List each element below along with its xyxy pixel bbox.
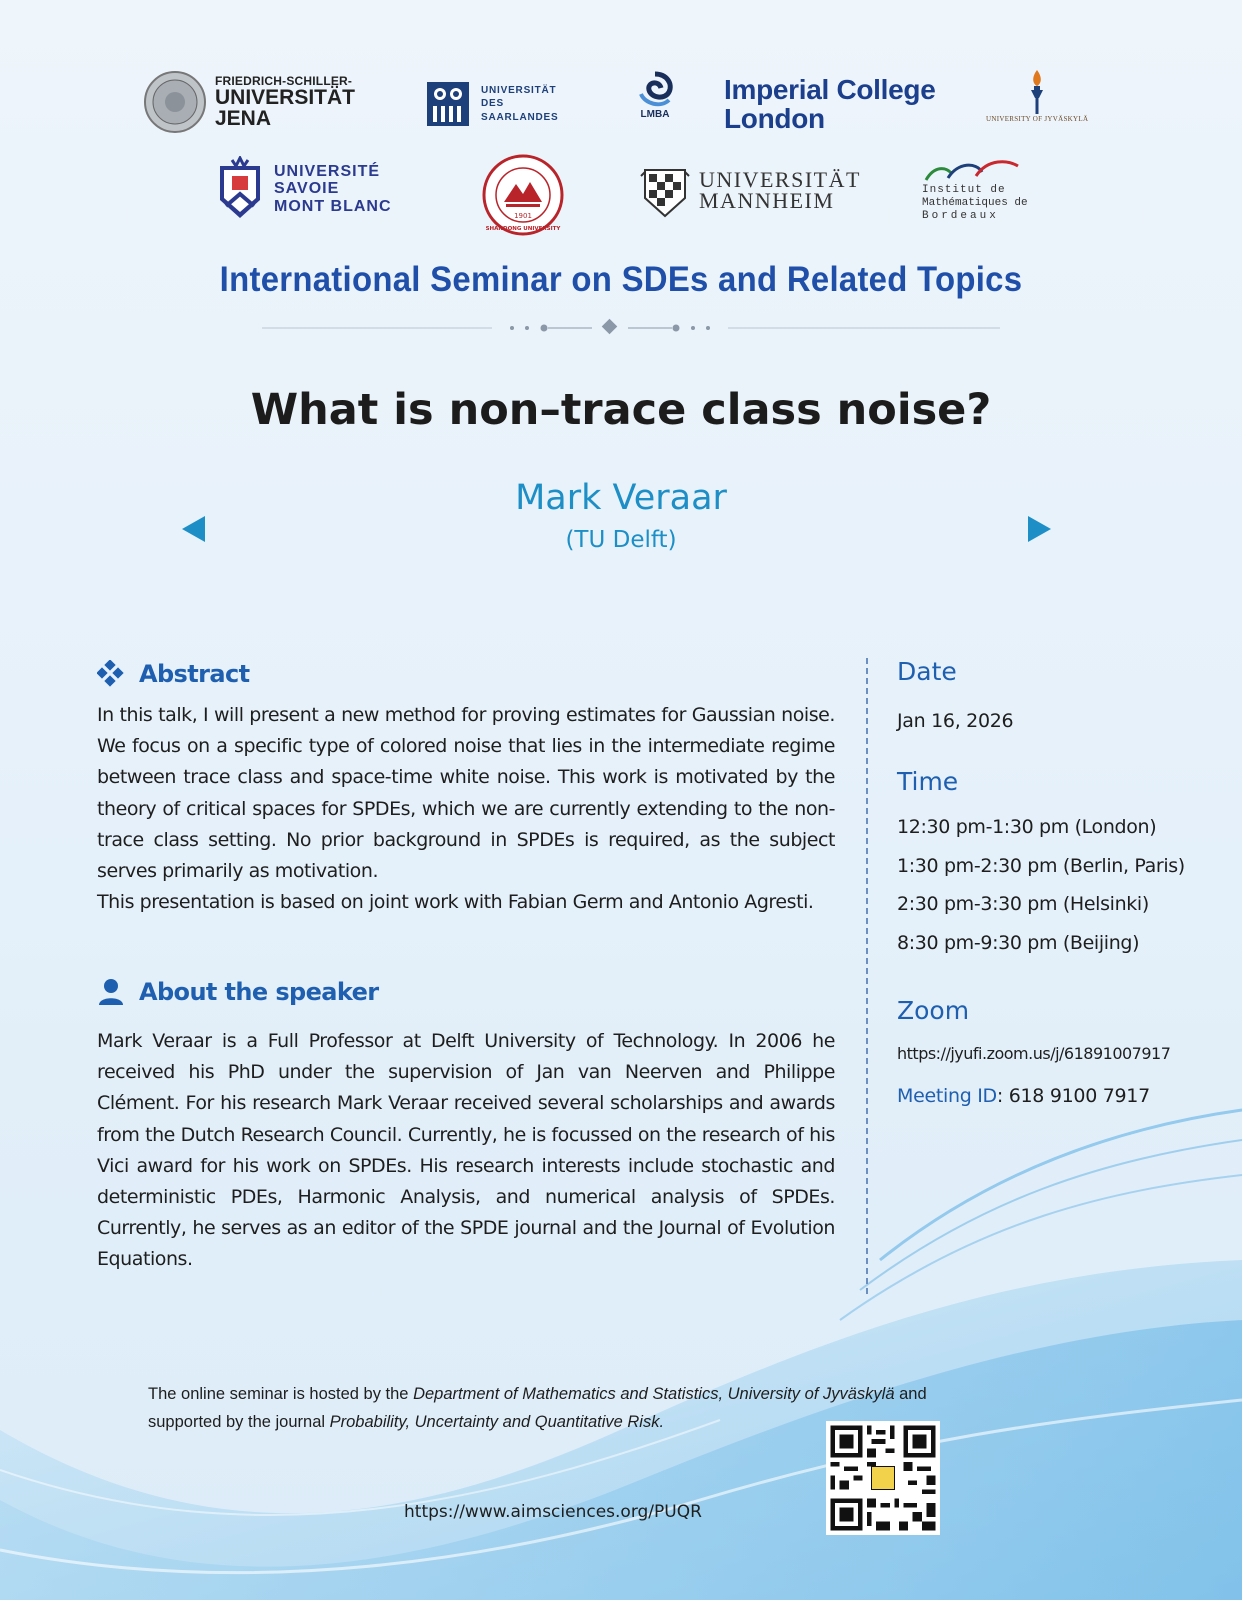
time-item: 8:30 pm-9:30 pm (Beijing) <box>897 931 1140 954</box>
logo-imperial <box>724 76 936 133</box>
imperial-line2: London <box>724 102 825 134</box>
bordeaux-arcs-icon <box>922 160 1022 184</box>
zoom-link[interactable]: https://jyufi.zoom.us/j/61891007917 <box>897 1044 1171 1063</box>
about-paragraph: Mark Veraar is a Full Professor at Delft University of Technology. In 2006 he received his PhD under the supervision of Jan van Neerven and Philippe Clément. For his research Mark Veraar received several scholarships and awards from the Dutch Research Council. Currently, he is focussed on the research of his Vici award for his work on SPDEs. His research interests include stochastic and deterministic PDEs, Harmonic Analysis, and numerical analysis of SPDEs. Currently, he serves as an editor of the SPDE journal and the Journal of Evolution Equations. <box>97 1030 835 1271</box>
abstract-heading <box>97 660 249 688</box>
logo-jyvaskyla <box>986 68 1088 123</box>
person-icon <box>97 978 125 1006</box>
logo-lmba <box>633 70 677 120</box>
column-divider <box>866 658 868 1294</box>
bordeaux-line3: Bordeaux <box>922 210 999 223</box>
about-heading <box>97 978 379 1006</box>
speaker-name: Mark Veraar <box>515 478 727 518</box>
abstract-heading-text: Abstract <box>139 660 250 688</box>
footer-hosted-dept: Department of Mathematics and Statistics, University of Jyväskylä <box>413 1385 895 1403</box>
abstract-paragraph-1: In this talk, I will present a new method for proving estimates for Gaussian noise. We focus on a specific type of colored noise that lies in the intermediate regime between trace class and space-time white noise. This work is motivated by the theory of critical spaces for SPDEs, which we are currently extending to the non-trace class setting. No prior background in SPDEs is required, as the subject serves primarily as motivation. <box>97 704 835 883</box>
jena-seal-icon <box>143 70 207 134</box>
saarland-line2: DES <box>481 98 504 110</box>
savoie-line1: UNIVERSITÉ <box>274 163 381 181</box>
time-item: 1:30 pm-2:30 pm (Berlin, Paris) <box>897 854 1185 877</box>
abstract-body <box>97 700 835 918</box>
time-item: 12:30 pm-1:30 pm (London) <box>897 816 1157 838</box>
logo-jena <box>143 70 355 134</box>
speaker-affiliation: (TU Delft) <box>565 527 677 553</box>
savoie-line2: SAVOIE <box>274 180 340 198</box>
shandong-seal-icon <box>482 154 564 236</box>
seminar-series-title: International Seminar on SDEs and Related Topics <box>219 260 1023 299</box>
logo-saarland <box>425 76 558 132</box>
meeting-id-label: Meeting ID <box>897 1085 997 1107</box>
lmba-abbr: LMBA <box>640 109 670 120</box>
mannheim-line2: MANNHEIM <box>699 188 835 213</box>
time-list <box>897 816 1185 970</box>
date-value: Jan 16, 2026 <box>897 710 1014 732</box>
logo-savoie <box>216 156 392 222</box>
footer-journal: Probability, Uncertainty and Quantitative Risk. <box>329 1413 665 1431</box>
saarland-line3: SAARLANDES <box>481 111 559 123</box>
zoom-label: Zoom <box>897 996 970 1025</box>
shandong-year: 1901 <box>514 212 532 220</box>
lmba-swirl-icon <box>633 70 677 110</box>
date-label: Date <box>897 657 957 686</box>
imperial-line1: Imperial College <box>724 74 936 105</box>
mannheim-line1: UNIVERSITÄT <box>699 167 861 193</box>
footer-supported-prefix: supported by the journal <box>148 1413 330 1431</box>
shandong-text: SHANDONG UNIVERSITY <box>485 226 561 232</box>
footer-hosted-and: and <box>894 1385 927 1403</box>
journal-url[interactable]: https://www.aimsciences.org/PUQR <box>404 1502 702 1522</box>
meeting-id-value: : 618 9100 7917 <box>996 1085 1150 1107</box>
jena-line2: UNIVERSITÄT <box>215 86 356 109</box>
jena-line1: FRIEDRICH-SCHILLER- <box>215 74 353 88</box>
savoie-line3: MONT BLANC <box>274 197 392 215</box>
time-label: Time <box>897 767 959 796</box>
logo-shandong <box>482 154 564 236</box>
logo-mannheim <box>639 162 861 220</box>
time-item: 2:30 pm-3:30 pm (Helsinki) <box>897 893 1149 915</box>
jyvaskyla-text: UNIVERSITY OF JYVÄSKYLÄ <box>986 115 1089 123</box>
about-body <box>97 1026 835 1276</box>
footer-hosted-prefix: The online seminar is hosted by the <box>148 1385 414 1403</box>
right-triangle-icon <box>1028 516 1051 542</box>
abstract-paragraph-2: This presentation is based on joint work with Fabian Germ and Antonio Agresti. <box>97 891 814 914</box>
diamonds-icon <box>97 660 125 688</box>
jena-line3: JENA <box>215 107 272 130</box>
meeting-id <box>897 1085 1150 1107</box>
savoie-shield-icon <box>216 156 264 222</box>
saarland-line1: UNIVERSITÄT <box>481 84 557 96</box>
logo-bordeaux <box>922 160 1028 224</box>
bordeaux-line1: Institut de <box>922 184 1006 196</box>
talk-title: What is non–trace class noise? <box>250 385 992 435</box>
jyvaskyla-torch-icon <box>1023 68 1051 116</box>
ornamental-divider <box>262 316 1000 340</box>
about-heading-text: About the speaker <box>139 978 379 1006</box>
mannheim-crest-icon <box>639 162 691 220</box>
bordeaux-line2: Mathématiques de <box>922 197 1028 210</box>
qr-code[interactable] <box>826 1421 940 1535</box>
saarland-owl-icon <box>425 76 471 132</box>
